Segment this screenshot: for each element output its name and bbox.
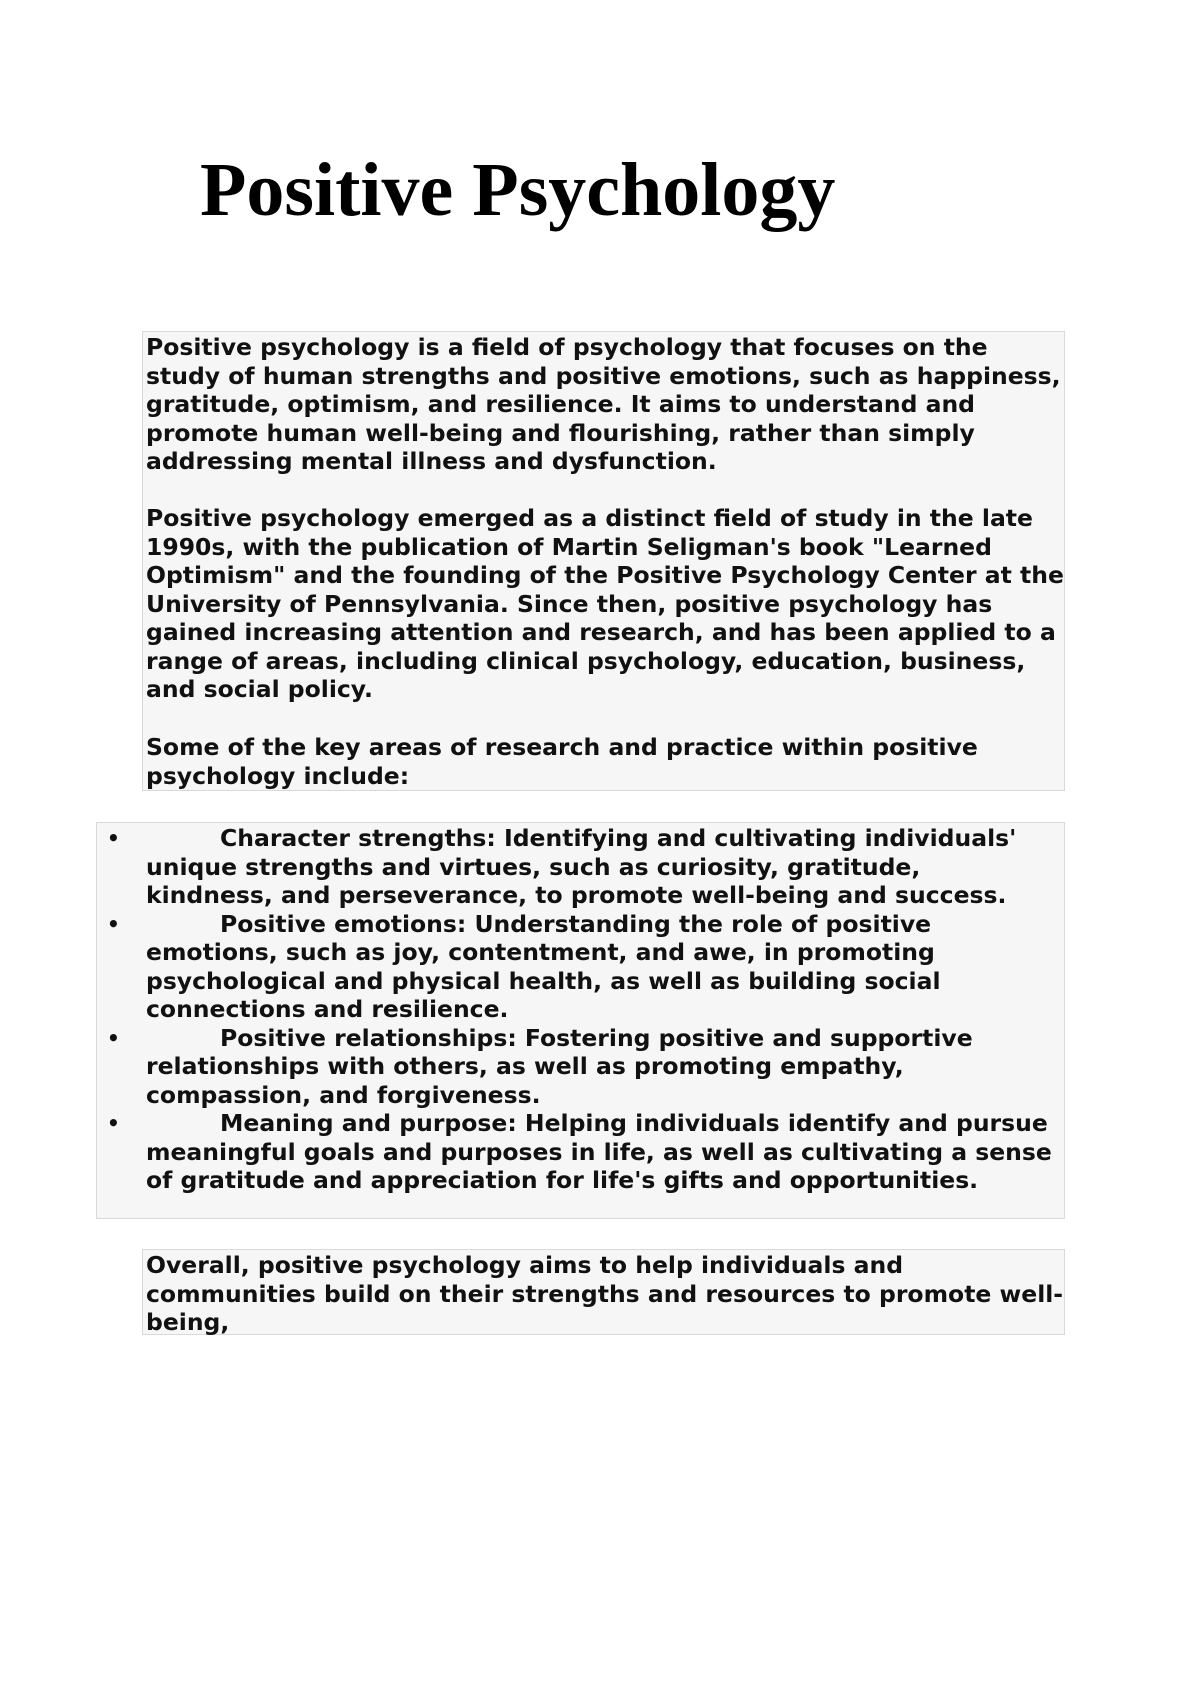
list-item bbox=[97, 1024, 1063, 1110]
key-areas-bullet-list bbox=[97, 824, 1063, 1195]
bullet-icon: • bbox=[107, 826, 120, 850]
intro-text-box bbox=[142, 331, 1065, 791]
bullet-icon: • bbox=[107, 1025, 120, 1050]
bullet-text-meaning-and-purpose: Meaning and purpose: Helping individuals identify and pursue meaningful goals and purposes in life, as well as cultivating a sense of gratitude and appreciation for life's gifts and opportunities. bbox=[146, 1109, 1052, 1194]
bullet-icon: • bbox=[107, 1111, 120, 1135]
list-item bbox=[97, 824, 1063, 910]
bullet-text-positive-emotions: Positive emotions: Understanding the role of positive emotions, such as joy, contentment, and awe, in promoting psychological and physical health, as well as building social connections and resilience. bbox=[146, 909, 941, 1023]
intro-paragraph-key-areas: Some of the key areas of research and practice within positive psychology include: bbox=[146, 733, 978, 790]
bullet-icon: • bbox=[107, 911, 120, 936]
key-areas-list-box bbox=[96, 822, 1065, 1219]
bullet-text-character-strengths: Character strengths: Identifying and cultivating individuals' unique strengths and virtues, such as curiosity, gratitude, kindness, and perseverance, to promote well-being and success. bbox=[146, 824, 1017, 909]
list-item bbox=[97, 1109, 1063, 1195]
document-title: Positive Psychology bbox=[200, 148, 836, 232]
closing-paragraph: Overall, positive psychology aims to help individuals and communities build on their strengths and resources to promote well-being, bbox=[146, 1251, 1064, 1336]
list-item bbox=[97, 910, 1063, 1024]
closing-text-box bbox=[142, 1249, 1065, 1335]
intro-paragraph-definition: Positive psychology is a field of psychology that focuses on the study of human strengths and positive emotions, such as happiness, gratitude, optimism, and resilience. It aims to understand and promote human well-being and flourishing, rather than simply addressing mental illness and dysfunction. bbox=[146, 333, 1061, 475]
bullet-text-positive-relationships: Positive relationships: Fostering positive and supportive relationships with others, as well as promoting empathy, compassion, and forgiveness. bbox=[146, 1023, 973, 1109]
intro-paragraph-history: Positive psychology emerged as a distinct field of study in the late 1990s, with the publication of Martin Seligman's book "Learned Optimism" and the founding of the Positive Psychology Center at the University of Pennsylvania. Since then, positive psychology has gained increasing attention and research, and has been applied to a range of areas, including clinical psychology, education, business, and social policy. bbox=[146, 504, 1064, 703]
